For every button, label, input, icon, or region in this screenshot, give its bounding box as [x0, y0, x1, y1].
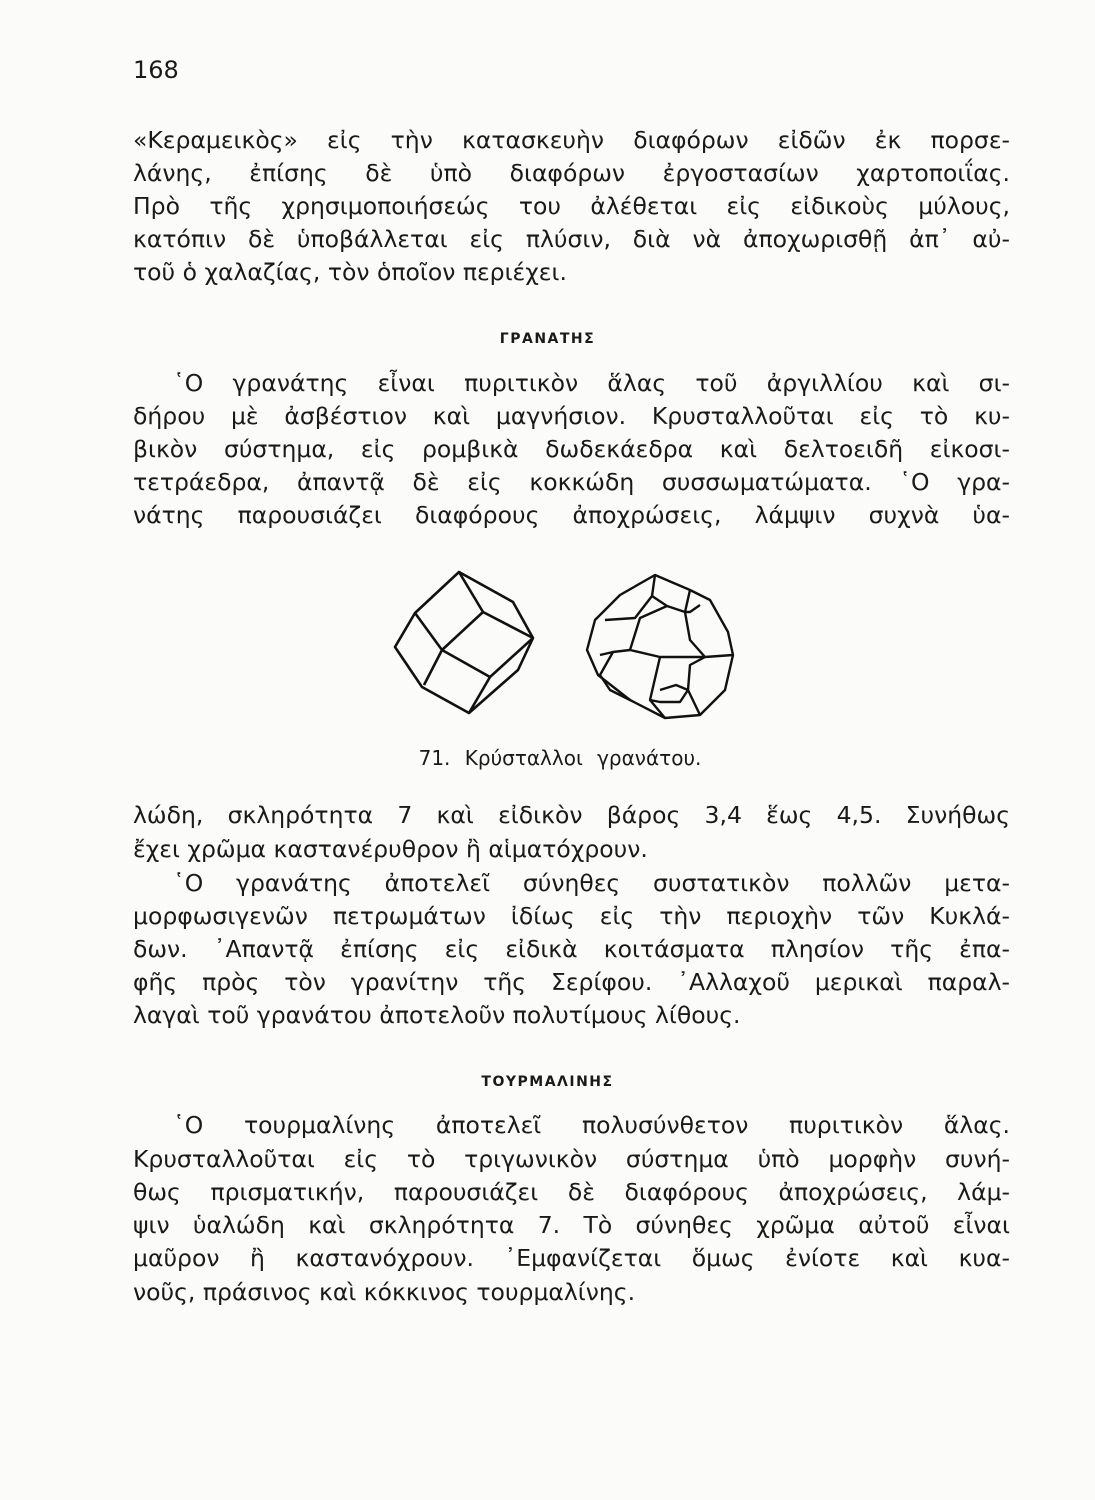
text-line: τετράεδρα, ἀπαντᾷ δὲ εἰς κοκκώδη συσσωματώματα. ῾Ο γρα-: [133, 468, 1010, 496]
text-line: ἔχει χρῶμα καστανέρυθρον ἢ αἱματόχρουν.: [133, 835, 648, 863]
text-line: Κρυσταλλοῦται εἰς τὸ τριγωνικὸν σύστημα ὑπὸ μορφὴν συνή-: [133, 1145, 1010, 1173]
text-line: λάνης, ἐπίσης δὲ ὑπὸ διαφόρων ἐργοστασίων χαρτοποιΐας.: [133, 159, 1010, 187]
figure-caption: 71. Κρύσταλλοι γρανάτου.: [418, 746, 702, 770]
text-line: τοῦ ὁ χαλαζίας, τὸν ὁποῖον περιέχει.: [133, 258, 567, 286]
text-line: θως πρισματικήν, παρουσιάζει δὲ διαφόρους ἀποχρώσεις, λάμ-: [133, 1178, 1010, 1206]
text-line: βικὸν σύστημα, εἰς ρομβικὰ δωδεκάεδρα καὶ δελτοειδῆ εἰκοσι-: [133, 435, 1010, 463]
page-number: 168: [133, 56, 179, 84]
section-heading-garnet: ΓΡΑΝΑΤΗΣ: [499, 331, 596, 347]
text-line: κατόπιν δὲ ὑποβάλλεται εἰς πλύσιν, διὰ νὰ ἀποχωρισθῇ ἀπ᾽ αὐ-: [133, 225, 1010, 253]
text-line: δήρου μὲ ἀσβέστιον καὶ μαγνήσιον. Κρυσταλλοῦται εἰς τὸ κυ-: [133, 402, 1010, 430]
text-line: μαῦρον ἢ καστανόχρουν. ᾿Εμφανίζεται ὅμως ἐνίοτε καὶ κυα-: [133, 1244, 1010, 1272]
section-heading-tourmaline: ΤΟΥΡΜΑΛΙΝΗΣ: [481, 1074, 614, 1090]
text-line: «Κεραμεικὸς» εἰς τὴν κατασκευὴν διαφόρων εἰδῶν ἐκ πορσε-: [133, 126, 1010, 154]
text-line: ψιν ὑαλώδη καὶ σκληρότητα 7. Τὸ σύνηθες χρῶμα αὐτοῦ εἶναι: [133, 1211, 1010, 1239]
text-line: λαγαὶ τοῦ γρανάτου ἀποτελοῦν πολυτίμους λίθους.: [133, 1001, 741, 1029]
trapezohedron-drawing: [587, 575, 733, 718]
text-line: Πρὸ τῆς χρησιμοποιήσεώς του ἀλέθεται εἰς εἰδικοὺς μύλους,: [133, 192, 1010, 220]
text-line: ῾Ο γρανάτης ἀποτελεῖ σύνηθες συστατικὸν πολλῶν μετα-: [173, 869, 1010, 897]
text-line: λώδη, σκληρότητα 7 καὶ εἰδικὸν βάρος 3,4 ἕως 4,5. Συνήθως: [133, 801, 1010, 829]
text-line: φῆς πρὸς τὸν γρανίτην τῆς Σερίφου. ᾿Αλλαχοῦ μερικαὶ παραλ-: [133, 968, 1010, 996]
text-line: νοῦς, πράσινος καὶ κόκκινος τουρμαλίνης.: [133, 1278, 636, 1306]
text-line: ῾Ο γρανάτης εἶναι πυριτικὸν ἅλας τοῦ ἀργιλλίου καὶ σι-: [173, 369, 1010, 397]
text-line: ῾Ο τουρμαλίνης ἀποτελεῖ πολυσύνθετον πυριτικὸν ἅλας.: [173, 1111, 1010, 1139]
text-line: νάτης παρουσιάζει διαφόρους ἀποχρώσεις, λάμψιν συχνὰ ὑα-: [133, 501, 1010, 529]
rhombic-dodecahedron-drawing: [395, 572, 533, 713]
text-line: μορφωσιγενῶν πετρωμάτων ἰδίως εἰς τὴν περιοχὴν τῶν Κυκλά-: [133, 902, 1010, 930]
text-line: δων. ᾿Απαντᾷ ἐπίσης εἰς εἰδικὰ κοιτάσματα πλησίον τῆς ἐπα-: [133, 935, 1010, 963]
